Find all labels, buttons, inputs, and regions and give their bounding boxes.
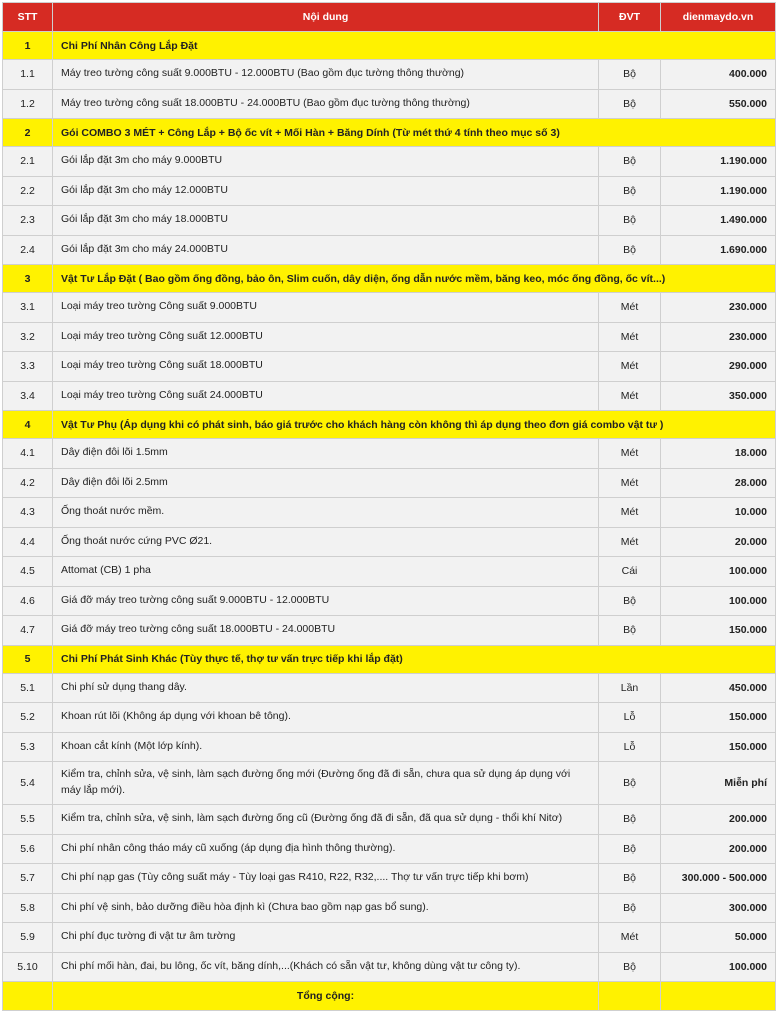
item-number: 2.1 — [3, 147, 53, 177]
table-row — [3, 352, 776, 382]
table-row — [3, 952, 776, 982]
item-price: 150.000 — [661, 616, 776, 646]
item-number: 1.1 — [3, 60, 53, 90]
item-description: Chi phí sử dụng thang dây. — [53, 673, 599, 703]
table-row — [3, 923, 776, 953]
price-table — [2, 2, 776, 1011]
header-stt: STT — [3, 3, 53, 32]
section-row — [3, 645, 776, 673]
item-price: 1.190.000 — [661, 147, 776, 177]
item-price: 10.000 — [661, 498, 776, 528]
item-number: 5.3 — [3, 732, 53, 762]
item-price: 230.000 — [661, 322, 776, 352]
section-title: Vật Tư Phụ (Áp dụng khi có phát sinh, báo giá trước cho khách hàng còn không thì áp dụng theo đơn giá combo vật tư ) — [53, 411, 776, 439]
item-price: 400.000 — [661, 60, 776, 90]
table-row — [3, 439, 776, 469]
section-title: Chi Phí Nhân Công Lắp Đặt — [53, 32, 776, 60]
item-unit: Mét — [599, 439, 661, 469]
item-price: 450.000 — [661, 673, 776, 703]
item-description: Loại máy treo tường Công suất 12.000BTU — [53, 322, 599, 352]
item-number: 5.9 — [3, 923, 53, 953]
section-row — [3, 265, 776, 293]
item-description: Chi phí vệ sinh, bảo dưỡng điều hòa định kì (Chưa bao gồm nạp gas bổ sung). — [53, 893, 599, 923]
item-number: 5.2 — [3, 703, 53, 733]
item-description: Khoan rút lõi (Không áp dụng với khoan bê tông). — [53, 703, 599, 733]
section-number: 3 — [3, 265, 53, 293]
table-row — [3, 762, 776, 805]
item-number: 3.3 — [3, 352, 53, 382]
item-number: 5.4 — [3, 762, 53, 805]
item-number: 2.3 — [3, 206, 53, 236]
item-unit: Bộ — [599, 147, 661, 177]
item-description: Khoan cắt kính (Một lớp kính). — [53, 732, 599, 762]
item-unit: Bộ — [599, 176, 661, 206]
table-row — [3, 557, 776, 587]
section-row — [3, 411, 776, 439]
header-unit: ĐVT — [599, 3, 661, 32]
table-row — [3, 89, 776, 119]
item-unit: Bộ — [599, 60, 661, 90]
item-unit: Cái — [599, 557, 661, 587]
table-row — [3, 468, 776, 498]
item-price: 230.000 — [661, 293, 776, 323]
item-price: 350.000 — [661, 381, 776, 411]
item-unit: Mét — [599, 381, 661, 411]
item-price: 1.190.000 — [661, 176, 776, 206]
item-number: 4.2 — [3, 468, 53, 498]
item-price: 18.000 — [661, 439, 776, 469]
total-row — [3, 982, 776, 1011]
table-row — [3, 147, 776, 177]
item-description: Dây điện đôi lõi 2.5mm — [53, 468, 599, 498]
item-unit: Mét — [599, 498, 661, 528]
item-unit: Bộ — [599, 206, 661, 236]
section-title: Chi Phí Phát Sinh Khác (Tùy thực tế, thợ tư vấn trực tiếp khi lắp đặt) — [53, 645, 776, 673]
table-row — [3, 293, 776, 323]
item-price: Miễn phí — [661, 762, 776, 805]
section-number: 5 — [3, 645, 53, 673]
item-unit: Bộ — [599, 616, 661, 646]
item-description: Gói lắp đặt 3m cho máy 24.000BTU — [53, 235, 599, 265]
item-price: 100.000 — [661, 952, 776, 982]
total-value-cell — [661, 982, 776, 1011]
item-unit: Mét — [599, 527, 661, 557]
item-number: 4.1 — [3, 439, 53, 469]
item-number: 1.2 — [3, 89, 53, 119]
table-row — [3, 60, 776, 90]
item-description: Dây điện đôi lõi 1.5mm — [53, 439, 599, 469]
item-description: Kiểm tra, chỉnh sửa, vệ sinh, làm sạch đường ống mới (Đường ống đã đi sẵn, chưa qua sử dụng áp dụng với máy lắp mới). — [53, 762, 599, 805]
table-row — [3, 381, 776, 411]
item-price: 300.000 - 500.000 — [661, 864, 776, 894]
item-description: Loại máy treo tường Công suất 18.000BTU — [53, 352, 599, 382]
item-number: 3.1 — [3, 293, 53, 323]
item-number: 5.7 — [3, 864, 53, 894]
table-row — [3, 586, 776, 616]
item-number: 3.2 — [3, 322, 53, 352]
table-row — [3, 498, 776, 528]
total-stt-cell — [3, 982, 53, 1011]
table-row — [3, 834, 776, 864]
item-description: Gói lắp đặt 3m cho máy 9.000BTU — [53, 147, 599, 177]
table-row — [3, 206, 776, 236]
item-number: 5.5 — [3, 805, 53, 835]
item-description: Giá đỡ máy treo tường công suất 18.000BTU - 24.000BTU — [53, 616, 599, 646]
item-unit: Bộ — [599, 805, 661, 835]
section-number: 1 — [3, 32, 53, 60]
item-price: 200.000 — [661, 834, 776, 864]
item-unit: Bộ — [599, 235, 661, 265]
section-title: Vật Tư Lắp Đặt ( Bao gồm ống đồng, bảo ôn, Slim cuốn, dây diện, ống dẫn nước mềm, băng keo, móc ống đồng, ốc vít...) — [53, 265, 776, 293]
item-unit: Mét — [599, 293, 661, 323]
item-number: 5.10 — [3, 952, 53, 982]
table-header — [3, 3, 776, 32]
table-row — [3, 703, 776, 733]
item-description: Attomat (CB) 1 pha — [53, 557, 599, 587]
item-unit: Mét — [599, 468, 661, 498]
table-row — [3, 673, 776, 703]
item-unit: Bộ — [599, 834, 661, 864]
item-unit: Lỗ — [599, 732, 661, 762]
item-number: 5.8 — [3, 893, 53, 923]
item-number: 4.7 — [3, 616, 53, 646]
section-number: 2 — [3, 119, 53, 147]
table-row — [3, 322, 776, 352]
item-description: Chi phí nhân công tháo máy cũ xuống (áp dụng địa hình thông thường). — [53, 834, 599, 864]
total-label: Tổng cộng: — [53, 982, 599, 1011]
item-price: 200.000 — [661, 805, 776, 835]
total-unit-cell — [599, 982, 661, 1011]
item-number: 3.4 — [3, 381, 53, 411]
item-description: Kiểm tra, chỉnh sửa, vệ sinh, làm sạch đường ống cũ (Đường ống đã đi sẵn, đã qua sử dụng - thổi khí Nitơ) — [53, 805, 599, 835]
section-row — [3, 119, 776, 147]
table-row — [3, 176, 776, 206]
item-price: 290.000 — [661, 352, 776, 382]
item-unit: Lỗ — [599, 703, 661, 733]
header-site: dienmaydo.vn — [661, 3, 776, 32]
item-price: 28.000 — [661, 468, 776, 498]
section-title: Gói COMBO 3 MÉT + Công Lắp + Bộ ốc vít + Mối Hàn + Băng Dính (Từ mét thứ 4 tính theo mục số 3) — [53, 119, 776, 147]
item-price: 150.000 — [661, 732, 776, 762]
item-price: 150.000 — [661, 703, 776, 733]
item-price: 1.690.000 — [661, 235, 776, 265]
item-unit: Bộ — [599, 89, 661, 119]
item-unit: Bộ — [599, 864, 661, 894]
item-description: Máy treo tường công suất 9.000BTU - 12.000BTU (Bao gồm đục tường thông thường) — [53, 60, 599, 90]
header-content: Nội dung — [53, 3, 599, 32]
item-description: Ống thoát nước mềm. — [53, 498, 599, 528]
item-unit: Mét — [599, 322, 661, 352]
item-description: Chi phí mối hàn, đai, bu lông, ốc vít, băng dính,...(Khách có sẵn vật tư, không dùng vật tư công ty). — [53, 952, 599, 982]
table-row — [3, 235, 776, 265]
item-price: 550.000 — [661, 89, 776, 119]
table-row — [3, 805, 776, 835]
item-number: 4.4 — [3, 527, 53, 557]
item-price: 100.000 — [661, 586, 776, 616]
item-price: 50.000 — [661, 923, 776, 953]
item-price: 20.000 — [661, 527, 776, 557]
header-row — [3, 3, 776, 32]
table-row — [3, 893, 776, 923]
item-unit: Mét — [599, 923, 661, 953]
item-unit: Bộ — [599, 762, 661, 805]
item-price: 300.000 — [661, 893, 776, 923]
item-description: Ống thoát nước cứng PVC Ø21. — [53, 527, 599, 557]
section-number: 4 — [3, 411, 53, 439]
table-row — [3, 527, 776, 557]
item-description: Loại máy treo tường Công suất 24.000BTU — [53, 381, 599, 411]
item-unit: Bộ — [599, 952, 661, 982]
section-row — [3, 32, 776, 60]
table-row — [3, 864, 776, 894]
item-number: 4.6 — [3, 586, 53, 616]
item-number: 4.3 — [3, 498, 53, 528]
item-unit: Mét — [599, 352, 661, 382]
table-body — [3, 32, 776, 982]
item-price: 1.490.000 — [661, 206, 776, 236]
item-number: 5.6 — [3, 834, 53, 864]
item-number: 2.2 — [3, 176, 53, 206]
table-row — [3, 616, 776, 646]
item-unit: Lần — [599, 673, 661, 703]
item-description: Gói lắp đặt 3m cho máy 18.000BTU — [53, 206, 599, 236]
item-description: Máy treo tường công suất 18.000BTU - 24.000BTU (Bao gồm đục tường thông thường) — [53, 89, 599, 119]
item-number: 5.1 — [3, 673, 53, 703]
item-description: Loại máy treo tường Công suất 9.000BTU — [53, 293, 599, 323]
item-unit: Bộ — [599, 893, 661, 923]
item-description: Chi phí nạp gas (Tùy công suất máy - Tùy loại gas R410, R22, R32,.... Thợ tư vấn trực tiếp khi bơm) — [53, 864, 599, 894]
item-description: Gói lắp đặt 3m cho máy 12.000BTU — [53, 176, 599, 206]
table-footer — [3, 982, 776, 1011]
item-description: Giá đỡ máy treo tường công suất 9.000BTU - 12.000BTU — [53, 586, 599, 616]
item-number: 2.4 — [3, 235, 53, 265]
item-price: 100.000 — [661, 557, 776, 587]
item-number: 4.5 — [3, 557, 53, 587]
item-unit: Bộ — [599, 586, 661, 616]
table-row — [3, 732, 776, 762]
item-description: Chi phí đục tường đi vật tư âm tường — [53, 923, 599, 953]
